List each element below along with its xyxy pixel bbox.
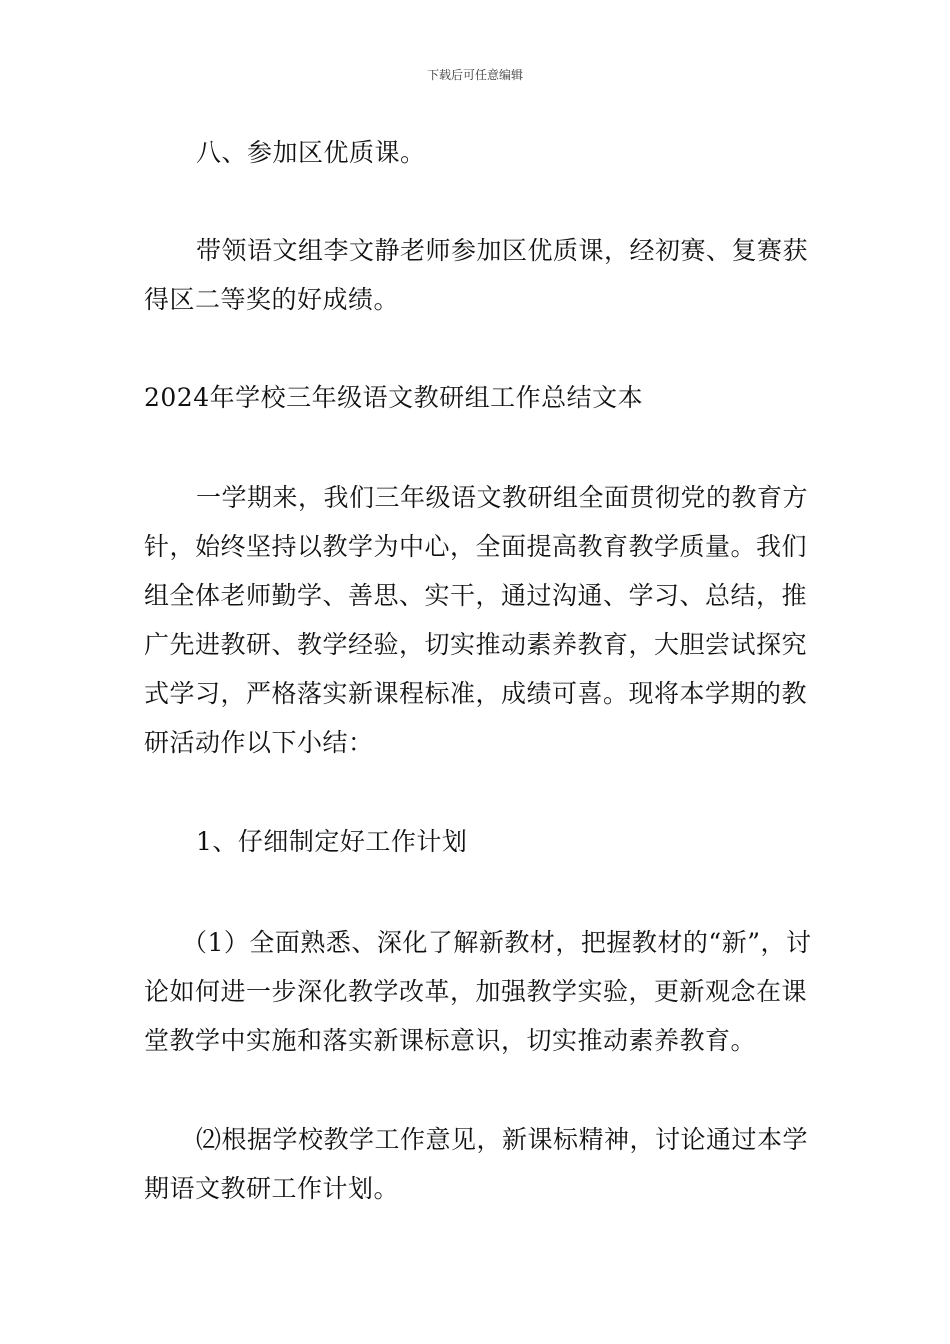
subheading-work-plan: 1、仔细制定好工作计划	[196, 827, 468, 856]
list-item-1-text: （1）全面熟悉、深化了解新教材，把握教材的“新”，讨论如何进一步深化教学改革，加强教学实验，更新观念在课堂教学中实施和落实新课标意识，切实推动素养教育。	[144, 928, 812, 1055]
header-note: 下载后可任意编辑	[426, 68, 523, 82]
section-heading: 八、参加区优质课。	[196, 138, 426, 167]
list-item-1	[144, 918, 824, 1065]
list-item-2: ⑵根据学校教学工作意见，新课标精神，讨论通过本学期语文教研工作计划。	[144, 1125, 809, 1203]
document-title: 2024年学校三年级语文教研组工作总结文本	[144, 383, 644, 412]
paragraph-award: 带领语文组李文静老师参加区优质课，经初赛、复赛获得区二等奖的好成绩。	[144, 236, 809, 314]
paragraph-intro: 一学期来，我们三年级语文教研组全面贯彻党的教育方针，始终坚持以教学为中心，全面提高教育教学质量。我们组全体老师勤学、善思、实干，通过沟通、学习、总结，推广先进教研、教学经验，切实推动素养教育，大胆尝试探究式学习，严格落实新课程标准，成绩可喜。现将本学期的教研活动作以下小结：	[144, 483, 809, 757]
